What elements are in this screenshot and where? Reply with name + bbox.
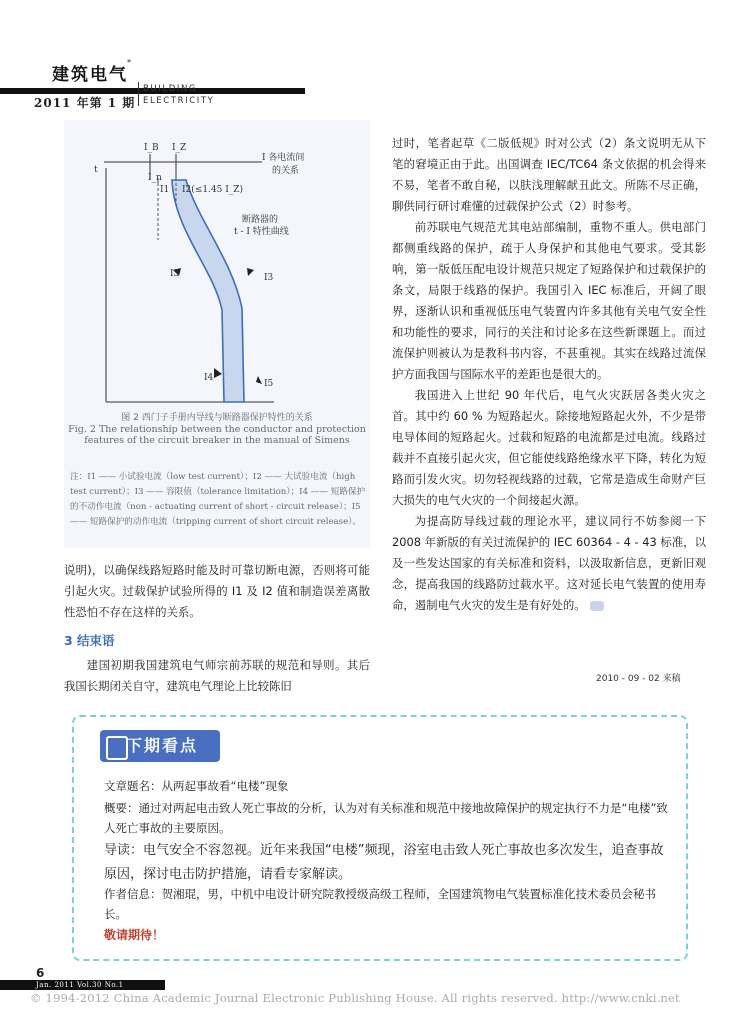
left-column bbox=[64, 560, 370, 697]
arrow-I3b bbox=[247, 268, 254, 276]
title-label: 文章题名： bbox=[104, 779, 162, 793]
author-label: 作者信息： bbox=[104, 887, 162, 901]
footer-date: Jan. 2011 Vol.30 No.1 bbox=[36, 981, 124, 989]
title-mark: * bbox=[127, 58, 131, 67]
paragraph: 前苏联电气规范尤其电站部编制，重物不重人。供电部门都侧重线路的保护，疏于人身保护和其他电气要求。受其影响，第一版低压配电设计规范只规定了短路保护和过载保护的条文，局限于线路的保护。我国引入 IEC 标准后，开阔了眼界，逐渐认识和重视低压电气装置内许多其他有关电气安全性和功能性的要求，同行的关注和讨论多在这些新课题上。而过流保护则被认为是教科书内容，不甚重视。其实在线路过流保护方面我国与国际水平的差距也是很大的。 bbox=[392, 220, 706, 381]
lead-value: 电气安全不容忽视。近年来我国“电楼”频现，浴室电击致人死亡事故也多次发生，追查事故原因，探讨电击防护措施，请看专家解读。 bbox=[104, 843, 664, 882]
title-value: 从两起事故看“电楼”现象 bbox=[161, 779, 289, 793]
figure-note: 注：I1 —— 小试验电流（low test current）；I2 —— 大试验电流（high test current）；I3 —— 容限值（tolerance limitation）；I4 —— 短路保护的不动作电流（non - actuating current of short - circuit release）；I5 —— 短路保护的动作电流（tripping current of short circuit release）。 bbox=[70, 472, 366, 527]
page-number: 6 bbox=[36, 966, 45, 980]
label-I2: I2(≤1.45 I_Z) bbox=[182, 185, 244, 195]
figure-caption-zh: 图 2 西门子手册内导线与断路器保护特性的关系 bbox=[121, 413, 313, 423]
copyright-notice: © 1994-2012 China Academic Journal Electronic Publishing House. All rights reserved. http://www.cnki.net bbox=[30, 991, 680, 1005]
right-column bbox=[392, 133, 706, 616]
label-I3a: I3 bbox=[170, 269, 180, 279]
label-relation: 的关系 bbox=[272, 166, 300, 176]
author-value: 贺湘琨，男，中机中电设计研究院教授级高级工程师，全国建筑物电气装置标准化技术委员会秘书长。 bbox=[104, 887, 656, 921]
preview-title-row bbox=[104, 776, 668, 796]
arrow-I4 bbox=[214, 368, 222, 378]
abstract-label: 概要： bbox=[104, 801, 139, 815]
label-I4: I4 bbox=[204, 373, 214, 383]
next-issue-logo: 下期看点 bbox=[100, 730, 220, 762]
section-heading: 3 结束语 bbox=[64, 633, 115, 648]
paragraph-text: 为提高防导线过载的理论水平，建议同行不妨参阅一下 2008 年新版的有关过流保护的 IEC 60364 - 4 - 43 标准，以及一些发达国家的有关标准和资料，以汲取新信息，更新旧观念，提高我国的线路防过载水平。这对延长电气装置的使用寿命，遏制电气火灾的发生是有好处的。 bbox=[392, 514, 706, 612]
paragraph bbox=[392, 511, 706, 616]
logo-e-icon bbox=[106, 736, 128, 760]
figure-caption-en: Fig. 2 The relationship between the conductor and protection features of the circuit breaker in the manual of Simens bbox=[68, 424, 366, 446]
label-IB: I_B bbox=[144, 143, 159, 153]
protection-characteristic-diagram bbox=[64, 120, 370, 410]
journal-title: 建筑电气 bbox=[52, 65, 128, 85]
arrow-I5 bbox=[256, 376, 262, 384]
label-curve-2: t - I 特性曲线 bbox=[234, 227, 289, 237]
english-title-line2: ELECTRICITY bbox=[143, 96, 215, 106]
lead-label: 导读： bbox=[104, 843, 144, 858]
paragraph: 建国初期我国建筑电气师宗前苏联的规范和导则。其后我国长期闭关自守，建筑电气理论上比较陈旧 bbox=[64, 658, 370, 693]
label-I1: I1 bbox=[160, 185, 170, 195]
end-mark-icon bbox=[590, 601, 604, 611]
label-In: I_n bbox=[148, 173, 162, 183]
english-title-line1: BUILDING bbox=[143, 84, 198, 94]
label-I3b: I3 bbox=[264, 273, 274, 283]
preview-author-row bbox=[104, 884, 668, 924]
label-each-current: I 各电流间 bbox=[262, 153, 305, 163]
paragraph: 我国进入上世纪 90 年代后，电气火灾跃居各类火灾之首。其中约 60 % 为短路起火。除接地短路起火外，不少是带电导体间的短路起火。过载和短路的电流都是过电流。线路过载并不直接引起火灾，但它能使线路绝缘水平下降，转化为短路而引发火灾。切勿轻视线路的过载，它常是造成生命财产巨大损失的电气火灾的一个间接起火源。 bbox=[392, 388, 706, 507]
tripping-band bbox=[172, 180, 244, 402]
label-curve-1: 断路器的 bbox=[242, 215, 279, 225]
paragraph: 过时，笔者起草《二版低规》时对公式（2）条文说明无从下笔的窘境正由于此。出国调查 IEC/TC64 条文依据的机会得来不易，笔者不敢自秘，以肤浅理解献丑此文。所陈不尽正确，聊供同行研讨难懂的过载保护公式（2）时参考。 bbox=[392, 136, 706, 213]
preview-welcome: 敬请期待！ bbox=[104, 928, 165, 942]
header-divider bbox=[138, 82, 139, 106]
paragraph: 说明)，以确保线路短路时能及时可靠切断电源，否则将可能引起火灾。过载保护试验所得的 I1 及 I2 值和制造误差离散性恐怕不存在这样的关系。 bbox=[64, 563, 370, 619]
label-IZ: I_Z bbox=[172, 143, 187, 153]
abstract-value: 通过对两起电击致人死亡事故的分析，认为对有关标准和规范中接地故障保护的规定执行不力是“电楼”致人死亡事故的主要原因。 bbox=[104, 801, 668, 835]
label-t: t bbox=[94, 165, 98, 175]
issue-number: 2011 年第 1 期 bbox=[34, 96, 136, 110]
preview-lead-row bbox=[104, 839, 668, 887]
preview-abstract-row bbox=[104, 798, 668, 838]
label-I5: I5 bbox=[264, 379, 274, 389]
received-date: 2010 - 09 - 02 来稿 bbox=[596, 674, 681, 684]
